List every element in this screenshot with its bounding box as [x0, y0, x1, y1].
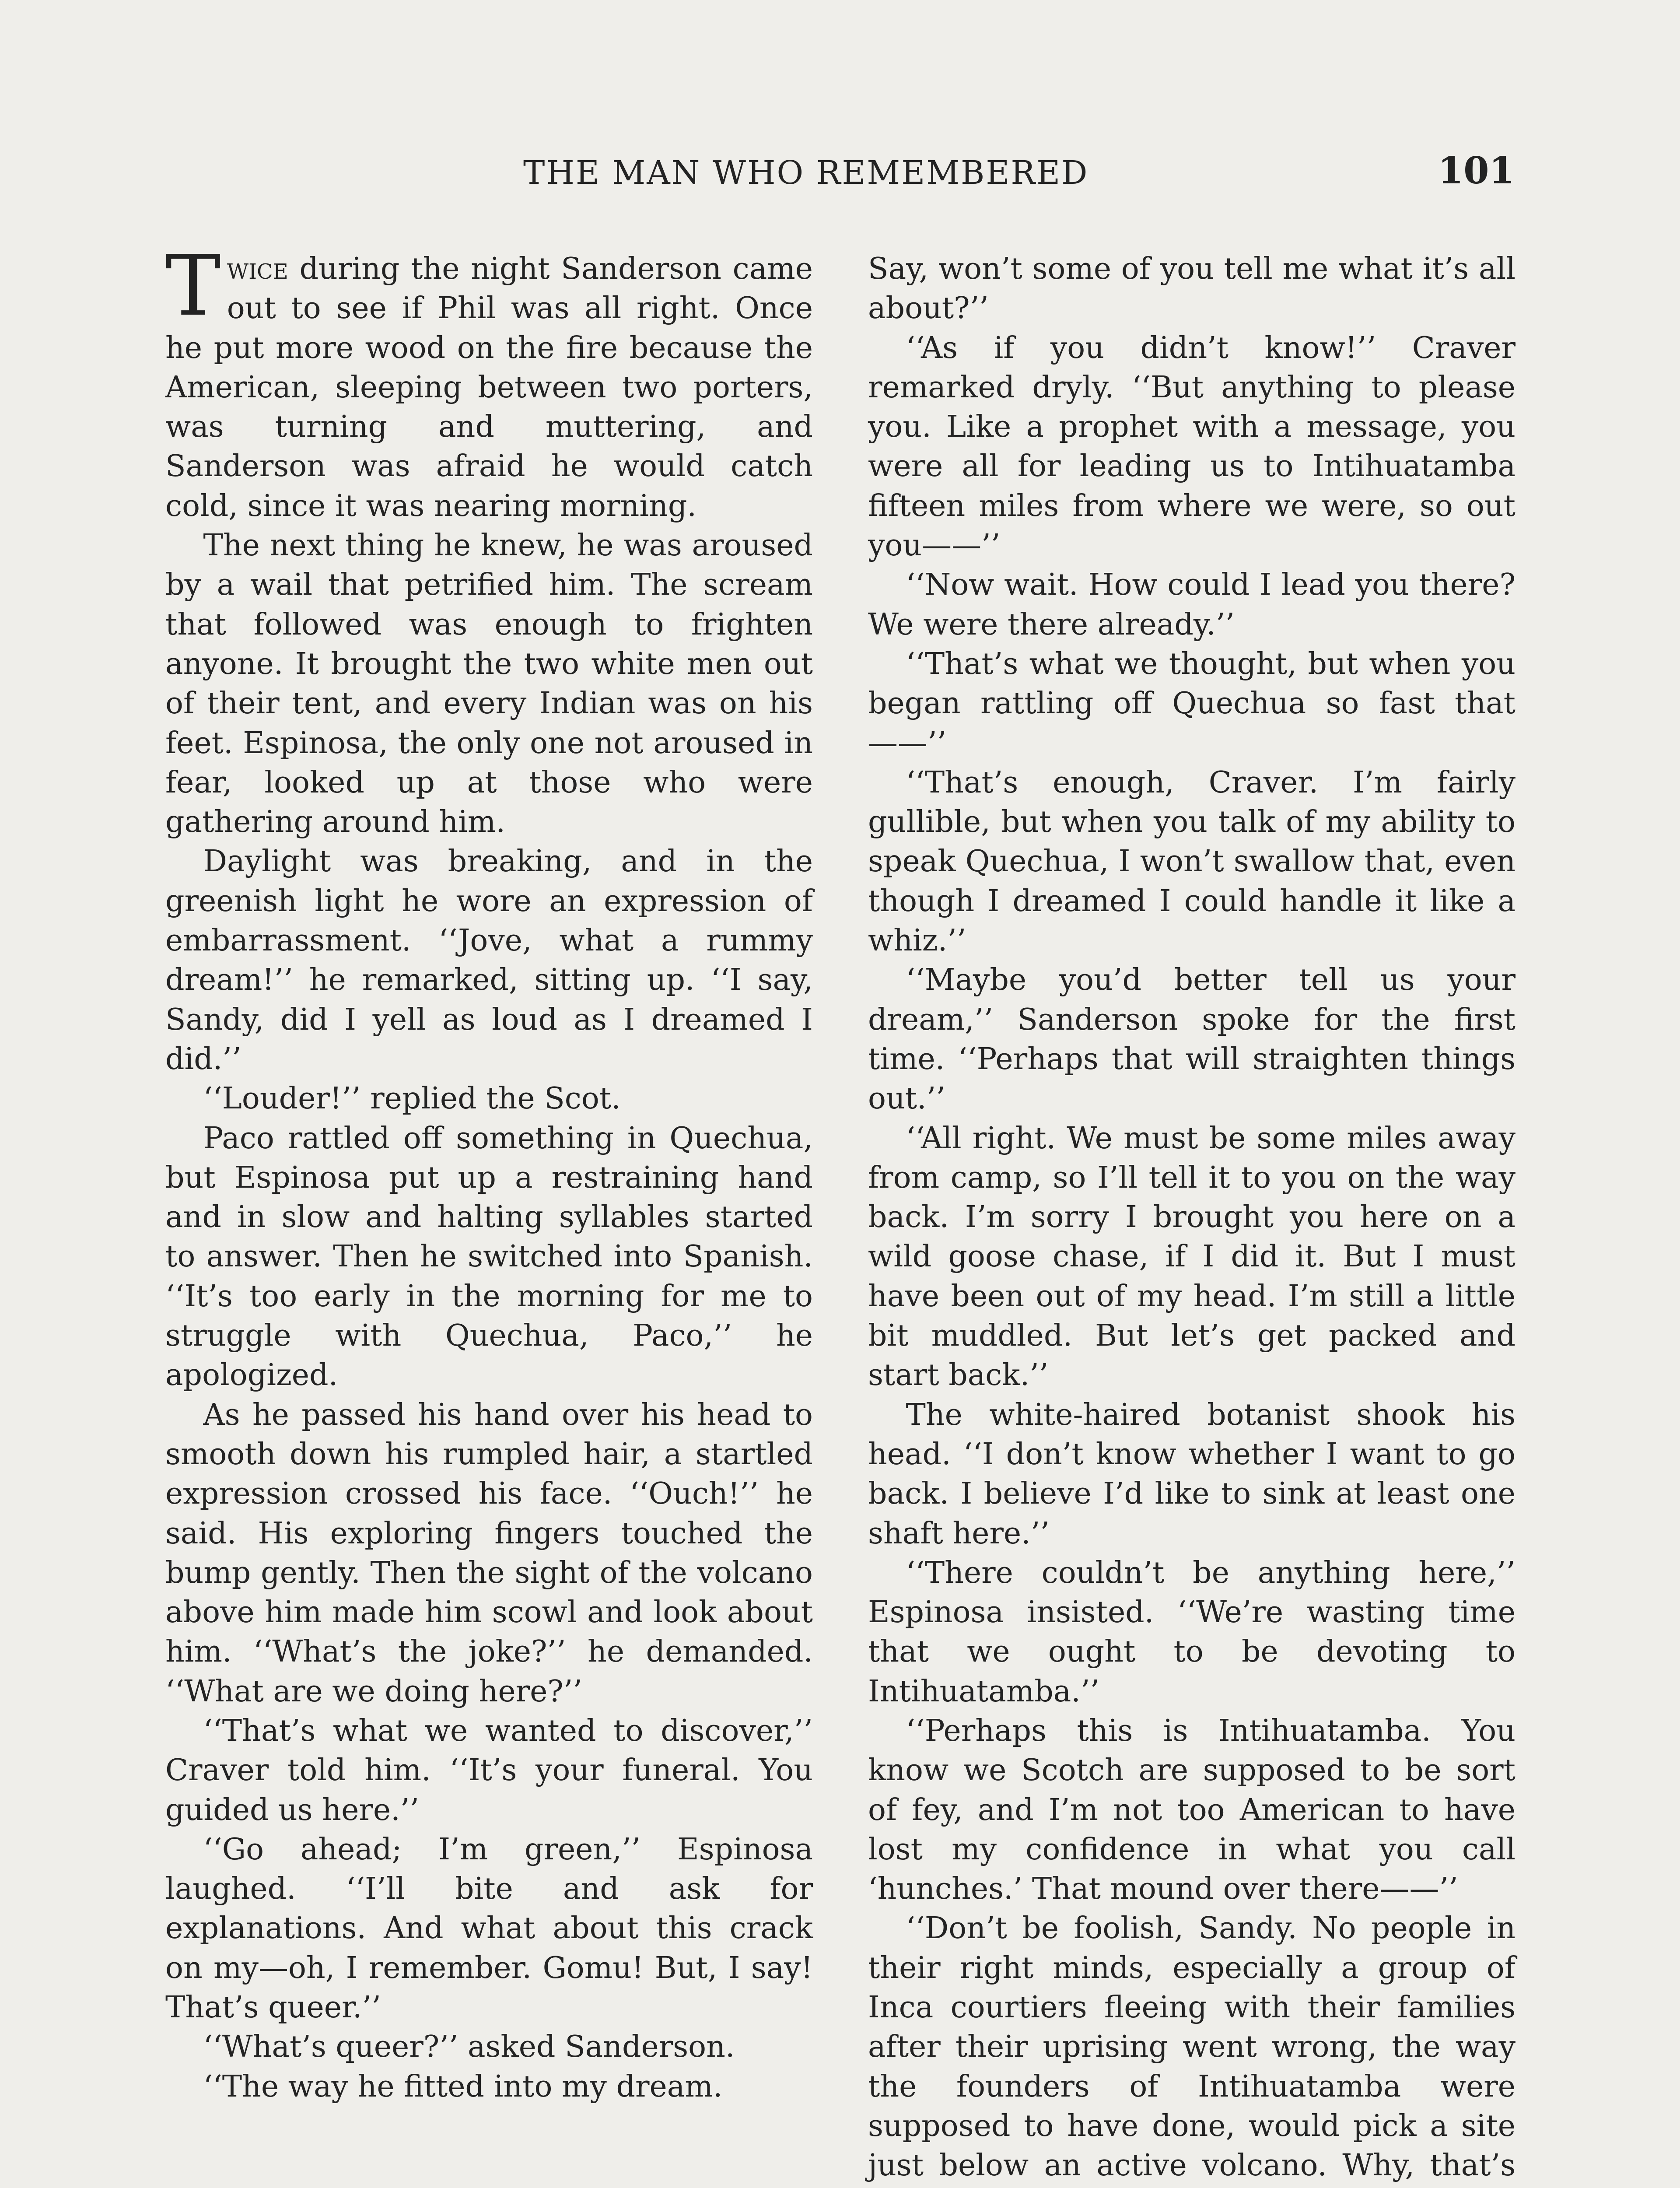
paragraph: ‘‘Perhaps this is Intihuatamba. You know we Scotch are supposed to be sort of fey, and I’m not too American to have lost my confidence in what you call ‘hunches.’ That mound over there——’’	[868, 1713, 1516, 1907]
paragraph: ‘‘That’s enough, Craver. I’m fairly gullible, but when you talk of my ability to speak Quechua, I won’t swallow that, even though I dreamed I could handle it like a whiz.’’	[868, 765, 1516, 958]
paragraph: ‘‘Louder!’’ replied the Scot.	[203, 1081, 621, 1116]
drop-cap: T	[165, 238, 221, 334]
paragraph: ‘‘Don’t be foolish, Sandy. No people in their right minds, especially a group of Inca courtiers fleeing with their families after their uprising went wrong, the way the founders of Intihuatamba were supposed to have done, would pick a site just below an active volcano. Why, that’s	[868, 1911, 1516, 2183]
paragraph: As he passed his hand over his head to smooth down his rumpled hair, a startled expression crossed his face. ‘‘Ouch!’’ he said. His exploring fingers touched the bump gently. Then the sight of the volcano above him made him scowl and look about him. ‘‘What’s the joke?’’ he demanded. ‘‘What are we doing here?’’	[165, 1397, 813, 1709]
opening-word: wice	[227, 252, 288, 286]
paragraph: Paco rattled off something in Quechua, but Espinosa put up a restraining hand and in slow and halting syllables started to answer. Then he switched into Spanish. ‘‘It’s too early in the morning for me to struggle with Quechua, Paco,’’ he apologized.	[165, 1121, 813, 1393]
paragraph: Daylight was breaking, and in the greenish light he wore an expression of embarrassment. ‘‘Jove, what a rummy dream!’’ he remarked, sitting up. ‘‘I say, Sandy, did I yell as loud as I dreamed I did.’’	[165, 844, 813, 1076]
paragraph: ‘‘That’s what we wanted to discover,’’ Craver told him. ‘‘It’s your funeral. You guided us here.’’	[165, 1713, 813, 1827]
paragraph: ‘‘What’s queer?’’ asked Sanderson.	[203, 2030, 735, 2065]
left-column	[165, 238, 813, 2107]
paragraph	[165, 238, 813, 526]
paragraph: ‘‘The way he fitted into my dream.	[203, 2069, 723, 2104]
paragraph: The next thing he knew, he was aroused by a wail that petrified him. The scream that followed was enough to frighten anyone. It brought the two white men out of their tent, and every Indian was on his feet. Espinosa, the only one not aroused in fear, looked up at those who were gathering around him.	[165, 528, 813, 840]
paragraph: ‘‘Now wait. How could I lead you there? We were there already.’’	[868, 568, 1516, 642]
paragraph-text: during the night Sanderson came out to see if Phil was all right. Once he put more wood on the fire because the American, sleeping between two porters, was turning and muttering, and Sanderson was afraid he would catch cold, since it was nearing morning.	[165, 252, 813, 523]
paragraph: ‘‘That’s what we thought, but when you began rattling off Quechua so fast that——’’	[868, 646, 1516, 761]
paragraph: ‘‘Go ahead; I’m green,’’ Espinosa laughed. ‘‘I’ll bite and ask for explanations. And what about this crack on my—oh, I remember. Gomu! But, I say! That’s queer.’’	[165, 1832, 813, 2025]
paragraph: Say, won’t some of you tell me what it’s all about?’’	[868, 252, 1516, 326]
right-column	[868, 249, 1516, 2188]
paragraph: ‘‘There couldn’t be anything here,’’ Espinosa insisted. ‘‘We’re wasting time that we ought to be devoting to Intihuatamba.’’	[868, 1555, 1516, 1709]
paragraph: ‘‘As if you didn’t know!’’ Craver remarked dryly. ‘‘But anything to please you. Like a prophet with a message, you were all for leading us to Intihuatamba fifteen miles from where we were, so out you——’’	[868, 330, 1516, 563]
page-number: 101	[1438, 149, 1515, 192]
paragraph: The white-haired botanist shook his head. ‘‘I don’t know whether I want to go back. I believe I’d like to sink at least one shaft here.’’	[868, 1397, 1516, 1551]
running-head: THE MAN WHO REMEMBERED	[523, 154, 1089, 192]
paragraph: ‘‘All right. We must be some miles away from camp, so I’ll tell it to you on the way back. I’m sorry I brought you here on a wild goose chase, if I did it. But I must have been out of my head. I’m still a little bit muddled. But let’s get packed and start back.’’	[868, 1121, 1516, 1393]
paragraph: ‘‘Maybe you’d better tell us your dream,’’ Sanderson spoke for the first time. ‘‘Perhaps that will straighten things out.’’	[868, 963, 1516, 1116]
